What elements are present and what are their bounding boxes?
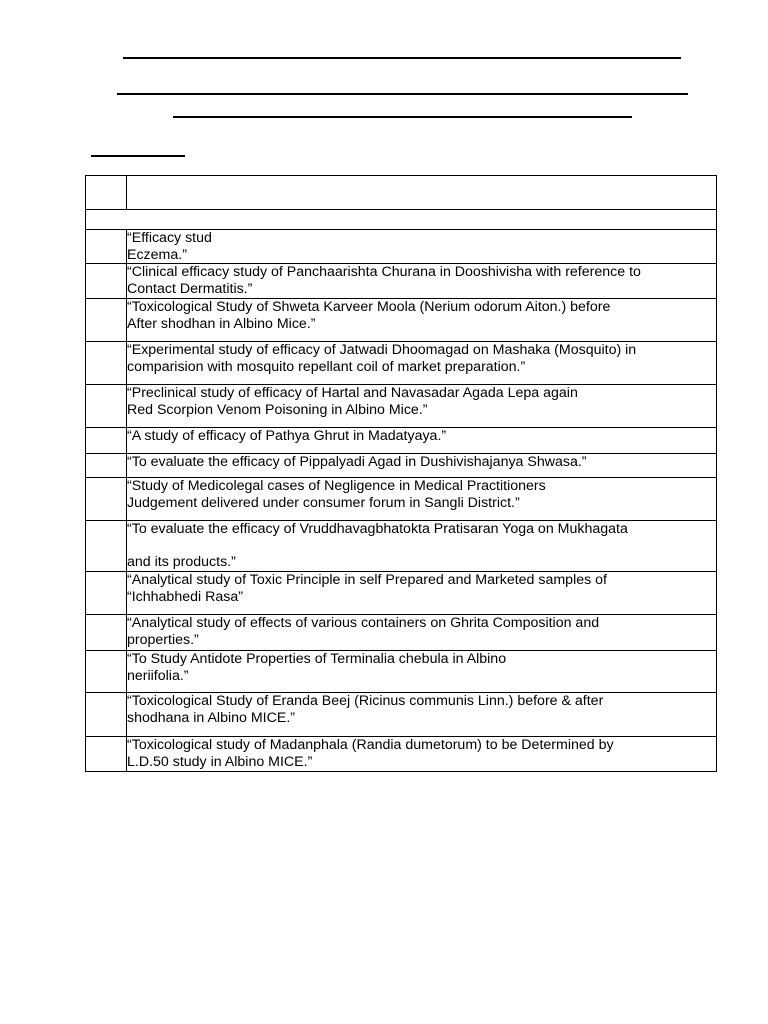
table-row xyxy=(86,264,717,299)
title-line: “Experimental study of efficacy of Jatwadi Dhoomagad on Mashaka (Mosquito) in xyxy=(127,342,637,358)
row-title-cell xyxy=(127,428,717,454)
title-line: properties.” xyxy=(127,631,199,648)
table-row xyxy=(86,342,717,385)
thesis-titles-table xyxy=(85,175,717,772)
title-line: and its products.” xyxy=(127,554,236,570)
title-line: Contact Dermatitis.” xyxy=(127,280,253,297)
row-title-cell xyxy=(127,299,717,342)
table-row xyxy=(86,230,717,264)
title-line: Eczema.” xyxy=(127,246,187,263)
section-cell xyxy=(86,210,717,230)
header-rule-2 xyxy=(117,93,688,95)
row-title-cell xyxy=(127,385,717,428)
row-number-cell xyxy=(86,342,127,385)
row-number-cell xyxy=(86,521,127,572)
row-title-cell xyxy=(127,737,717,772)
table-section-row xyxy=(86,210,717,230)
title-line: neriifolia.” xyxy=(127,667,189,684)
title-line: “A study of efficacy of Pathya Ghrut in Madatyaya.” xyxy=(127,428,447,444)
row-title-cell xyxy=(127,230,717,264)
row-title-cell xyxy=(127,651,717,693)
title-line: “Preclinical study of efficacy of Hartal and Navasadar Agada Lepa again xyxy=(127,385,578,401)
title-line: “To evaluate the efficacy of Pippalyadi Agad in Dushivishajanya Shwasa.” xyxy=(127,454,587,470)
title-line xyxy=(127,538,716,555)
row-number-cell xyxy=(86,299,127,342)
row-title-cell xyxy=(127,615,717,651)
table-row xyxy=(86,454,717,478)
row-number-cell xyxy=(86,230,127,264)
title-line: Red Scorpion Venom Poisoning in Albino Mice.” xyxy=(127,401,428,418)
row-number-cell xyxy=(86,572,127,615)
table-row xyxy=(86,521,717,572)
title-line: “Toxicological study of Madanphala (Randia dumetorum) to be Determined by xyxy=(127,737,614,753)
title-line: “Analytical study of effects of various containers on Ghrita Composition and xyxy=(127,615,600,631)
header-cell-number xyxy=(86,176,127,210)
title-line: “Clinical efficacy study of Panchaarishta Churana in Dooshivisha with reference to xyxy=(127,264,641,280)
row-number-cell xyxy=(86,651,127,693)
title-line: “Toxicological Study of Eranda Beej (Ricinus communis Linn.) before & after xyxy=(127,693,604,709)
row-title-cell xyxy=(127,693,717,737)
title-line: “To evaluate the efficacy of Vruddhavagbhatokta Pratisaran Yoga on Mukhagata xyxy=(127,521,628,537)
title-line: “Ichhabhedi Rasa” xyxy=(127,588,243,605)
row-title-cell xyxy=(127,264,717,299)
table-row xyxy=(86,428,717,454)
section-underline xyxy=(91,155,185,157)
title-line: L.D.50 study in Albino MICE.” xyxy=(127,753,313,770)
table-row xyxy=(86,299,717,342)
title-line: Judgement delivered under consumer forum in Sangli District.” xyxy=(127,494,520,511)
table-row xyxy=(86,572,717,615)
title-line: “Toxicological Study of Shweta Karveer Moola (Nerium odorum Aiton.) before xyxy=(127,299,611,315)
row-number-cell xyxy=(86,454,127,478)
table-header-row xyxy=(86,176,717,210)
title-line: shodhana in Albino MICE.” xyxy=(127,709,295,726)
row-title-cell xyxy=(127,572,717,615)
table-row xyxy=(86,385,717,428)
row-number-cell xyxy=(86,264,127,299)
row-title-cell xyxy=(127,342,717,385)
row-title-cell xyxy=(127,454,717,478)
header-rule-3 xyxy=(173,116,632,118)
row-number-cell xyxy=(86,737,127,772)
title-line: “Study of Medicolegal cases of Negligence in Medical Practitioners xyxy=(127,478,546,494)
table-row xyxy=(86,737,717,772)
row-title-cell xyxy=(127,478,717,521)
title-line: comparision with mosquito repellant coil of market preparation.” xyxy=(127,358,526,375)
header-rule-1 xyxy=(123,57,681,59)
title-line: “To Study Antidote Properties of Terminalia chebula in Albino xyxy=(127,651,507,667)
row-number-cell xyxy=(86,385,127,428)
table-row xyxy=(86,651,717,693)
row-title-cell xyxy=(127,521,717,572)
table-row xyxy=(86,693,717,737)
title-line: “Analytical study of Toxic Principle in self Prepared and Marketed samples of xyxy=(127,572,607,588)
table-row xyxy=(86,615,717,651)
row-number-cell xyxy=(86,428,127,454)
title-line: “Efficacy stud xyxy=(127,230,212,246)
row-number-cell xyxy=(86,615,127,651)
header-cell-title xyxy=(127,176,717,210)
row-number-cell xyxy=(86,478,127,521)
row-number-cell xyxy=(86,693,127,737)
table-row xyxy=(86,478,717,521)
title-line: After shodhan in Albino Mice.” xyxy=(127,315,316,332)
